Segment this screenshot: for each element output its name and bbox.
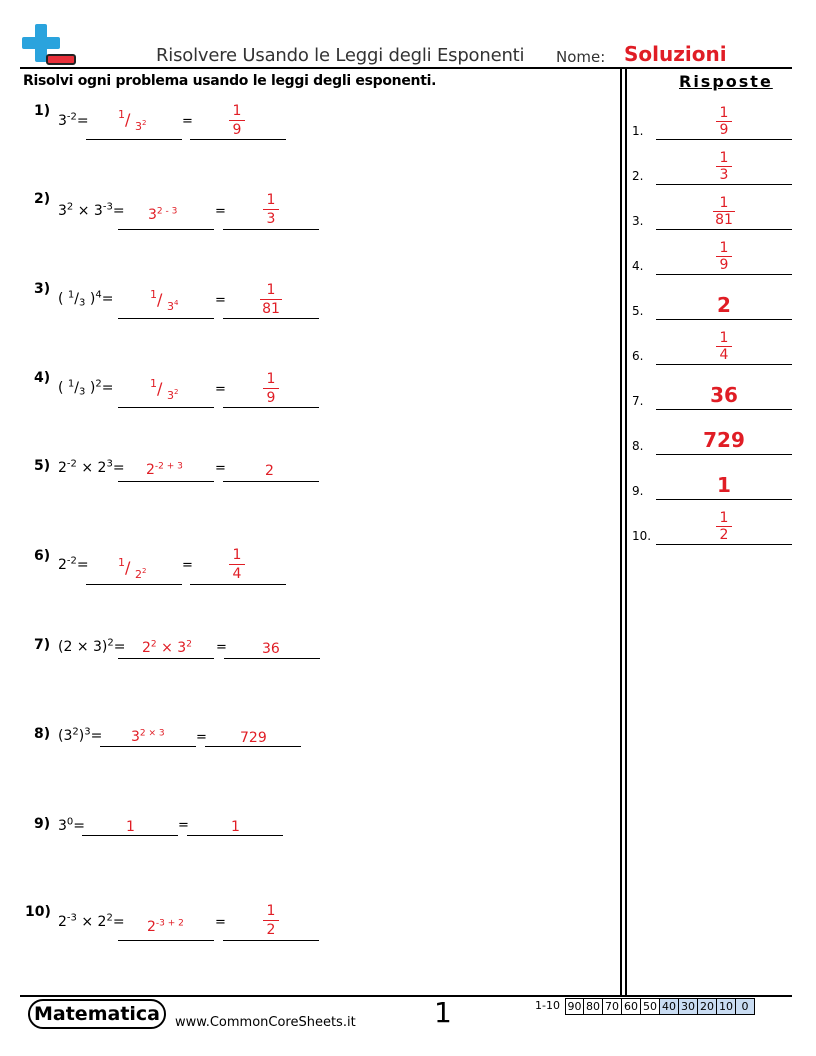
- answer-key-row: 2. 1 3: [632, 140, 792, 185]
- problem-number: 8): [34, 726, 51, 742]
- step-answer: $2^{-2 + 3}$: [146, 461, 183, 478]
- final-answer: 1: [231, 819, 240, 835]
- problem-expression: $3^2 \times 3^{-3}=$: [58, 201, 125, 219]
- problem-number: 2): [34, 191, 51, 207]
- score-cell: 30: [679, 998, 698, 1015]
- final-answer: 1 9: [262, 371, 280, 406]
- final-answer: 1 9: [228, 103, 246, 138]
- final-answer: 1 4: [228, 547, 246, 582]
- answer-key-title: Risposte: [679, 72, 773, 91]
- problem-number: 5): [34, 458, 51, 474]
- header-rule: [20, 67, 792, 69]
- answer-key-row: 3. 1 81: [632, 185, 792, 230]
- answer-key-row: 4. 1 9: [632, 230, 792, 275]
- problem-number: 3): [34, 281, 51, 297]
- final-answer: 2: [265, 463, 274, 479]
- answer-key-row: 7. 36: [632, 365, 792, 410]
- score-cell: 40: [660, 998, 679, 1015]
- answer-blank[interactable]: [118, 407, 214, 408]
- answer-key-row: 1. 1 9: [632, 95, 792, 140]
- answer-blank[interactable]: [86, 584, 182, 585]
- problem-expression: $(2 \times 3)^2=$: [58, 637, 126, 655]
- worksheet-title: Risolvere Usando le Leggi degli Esponenti: [156, 45, 525, 66]
- answer-blank[interactable]: [205, 746, 301, 747]
- score-cell: 90: [565, 998, 584, 1015]
- problem-number: 6): [34, 548, 51, 564]
- final-answer: 1 3: [262, 192, 280, 227]
- problem-expression: $2^{-3} \times 2^2=$: [58, 912, 125, 930]
- answer-blank[interactable]: [223, 318, 319, 319]
- answer-blank[interactable]: [223, 407, 319, 408]
- problem-number: 1): [34, 103, 51, 119]
- answer-blank[interactable]: [223, 481, 319, 482]
- problem-expression: ( $^1/_3$ )$^4$=: [58, 289, 114, 309]
- brand-badge: Matematica: [28, 999, 166, 1029]
- answer-blank[interactable]: [118, 481, 214, 482]
- problem-expression: $2^{-2}=$: [58, 555, 89, 573]
- answer-key-row: 10. 1 2: [632, 500, 792, 545]
- problem-expression: $3^0=$: [58, 816, 86, 834]
- answer-key-row: 9. 1: [632, 455, 792, 500]
- problem-expression: $(3^2)^3=$: [58, 726, 103, 744]
- problem-number: 10): [25, 904, 51, 920]
- final-answer: 36: [262, 641, 280, 657]
- step-answer: $2^2 \times 3^2$: [142, 639, 192, 656]
- score-label: 1-10: [535, 999, 560, 1012]
- answer-key-row: 5. 2: [632, 275, 792, 320]
- answer-blank[interactable]: [223, 229, 319, 230]
- score-table: [530, 998, 755, 1015]
- score-cell: 50: [641, 998, 660, 1015]
- answer-blank[interactable]: [82, 835, 178, 836]
- answer-key-row: 6. 1 4: [632, 320, 792, 365]
- answer-blank[interactable]: [190, 139, 286, 140]
- problem-number: 7): [34, 637, 51, 653]
- problem-expression: $3^{-2}=$: [58, 111, 89, 129]
- step-answer: $2^{-3 + 2}$: [147, 918, 184, 935]
- footer-rule: [20, 995, 792, 997]
- answer-blank[interactable]: [86, 139, 182, 140]
- column-divider: [625, 68, 627, 996]
- step-answer: 1: [126, 819, 135, 835]
- final-answer: 1 81: [258, 282, 284, 317]
- name-value: Soluzioni: [624, 42, 727, 66]
- answer-blank[interactable]: [224, 658, 320, 659]
- score-cell: 80: [584, 998, 603, 1015]
- score-cell: 20: [698, 998, 717, 1015]
- step-answer: 3$^{2 - 3}$: [148, 206, 178, 223]
- answer-blank[interactable]: [100, 746, 196, 747]
- answer-blank[interactable]: [118, 318, 214, 319]
- score-cell: 10: [717, 998, 736, 1015]
- answer-blank[interactable]: [118, 229, 214, 230]
- answer-blank[interactable]: [118, 658, 214, 659]
- name-label: Nome:: [556, 48, 606, 66]
- answer-blank[interactable]: [223, 940, 319, 941]
- site-url: www.CommonCoreSheets.it: [175, 1015, 356, 1030]
- step-answer: $3^{2 \times 3}$: [131, 728, 165, 745]
- problem-expression: ( $^1/_3$ )$^2$=: [58, 378, 114, 398]
- answer-key-row: 8. 729: [632, 410, 792, 455]
- problem-number: 9): [34, 816, 51, 832]
- problem-expression: $2^{-2} \times 2^3=$: [58, 458, 125, 476]
- page-number: 1: [434, 996, 452, 1029]
- score-cell: 60: [622, 998, 641, 1015]
- commoncoresheets-logo: [22, 24, 78, 68]
- answer-blank[interactable]: [187, 835, 283, 836]
- column-divider: [620, 68, 622, 996]
- answer-blank[interactable]: [190, 584, 286, 585]
- final-answer: 1 2: [262, 903, 280, 938]
- answer-blank[interactable]: [118, 940, 214, 941]
- instructions: Risolvi ogni problema usando le leggi degli esponenti.: [23, 73, 437, 89]
- final-answer: 729: [240, 730, 267, 746]
- problem-number: 4): [34, 370, 51, 386]
- score-cell: 70: [603, 998, 622, 1015]
- score-cell: 0: [736, 998, 755, 1015]
